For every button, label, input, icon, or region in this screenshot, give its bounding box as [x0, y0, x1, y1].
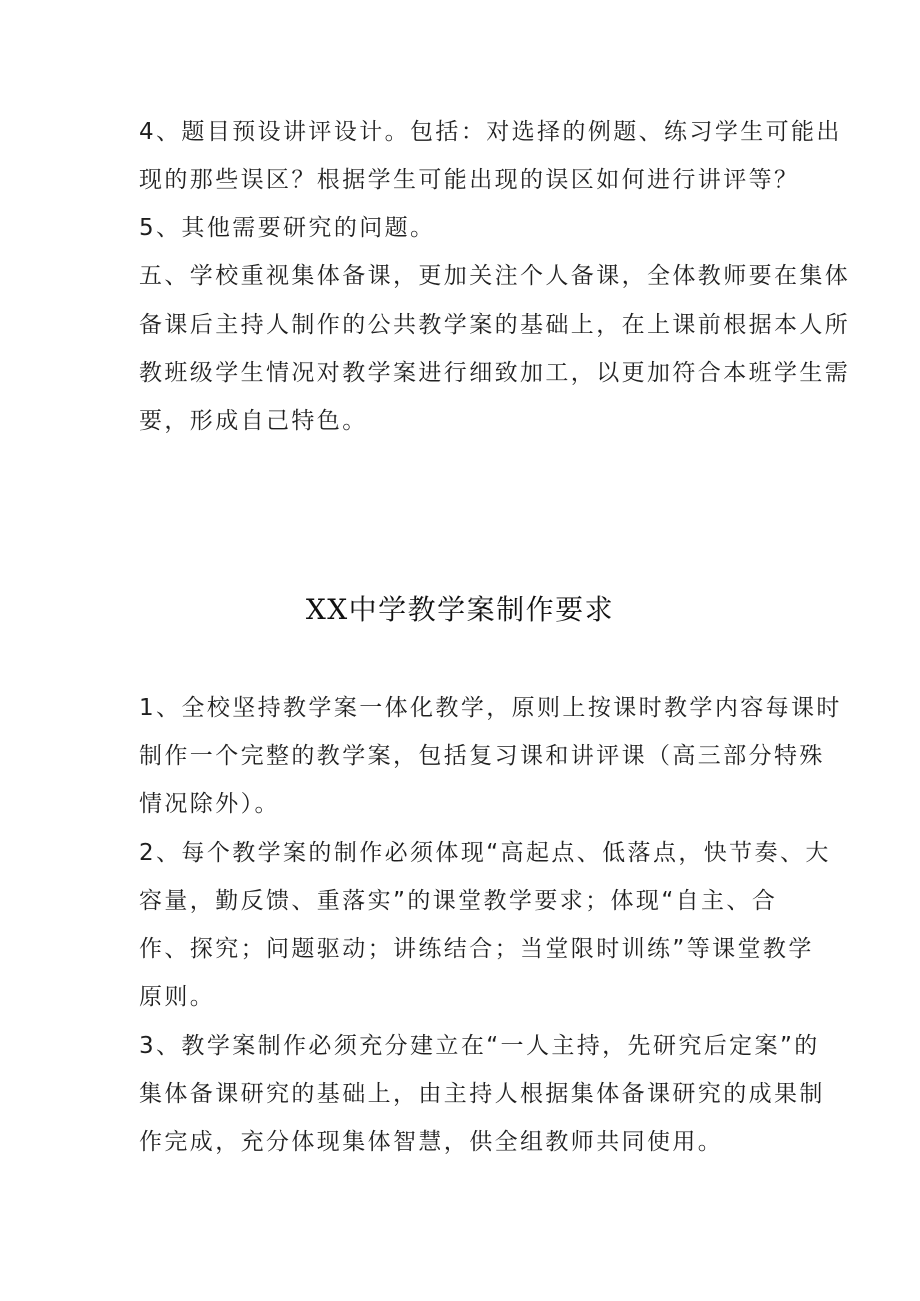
body-line: 集体备课研究的基础上，由主持人根据集体备课研究的成果制 — [139, 1081, 825, 1107]
body-line: 教班级学生情况对教学案进行细致加工，以更加符合本班学生需 — [139, 360, 851, 386]
body-line: 3、教学案制作必须充分建立在“一人主持，先研究后定案”的 — [139, 1033, 820, 1059]
body-line: 4、题目预设讲评设计。包括：对选择的例题、练习学生可能出 — [139, 119, 842, 145]
body-line: 5、其他需要研究的问题。 — [139, 215, 436, 241]
body-line: 原则。 — [139, 984, 216, 1010]
body-line: 作、探究；问题驱动；讲练结合；当堂限时训练”等课堂教学 — [139, 936, 814, 962]
body-line: 现的那些误区？根据学生可能出现的误区如何进行讲评等？ — [139, 167, 800, 193]
body-line: 制作一个完整的教学案，包括复习课和讲评课（高三部分特殊 — [139, 743, 825, 769]
body-line: 五、学校重视集体备课，更加关注个人备课，全体教师要在集体 — [139, 263, 851, 289]
body-line: 2、每个教学案的制作必须体现“高起点、低落点，快节奏、大 — [139, 840, 831, 866]
body-line: 要，形成自己特色。 — [139, 408, 368, 434]
body-line: 情况除外）。 — [139, 791, 280, 817]
body-line: 1、全校坚持教学案一体化教学，原则上按课时教学内容每课时 — [139, 695, 842, 721]
body-line: 作完成，充分体现集体智慧，供全组教师共同使用。 — [139, 1129, 724, 1155]
body-line: 备课后主持人制作的公共教学案的基础上，在上课前根据本人所 — [139, 312, 851, 338]
body-line: 容量，勤反馈、重落实”的课堂教学要求；体现“自主、合 — [139, 888, 778, 914]
document-title: XX中学教学案制作要求 — [305, 593, 615, 626]
